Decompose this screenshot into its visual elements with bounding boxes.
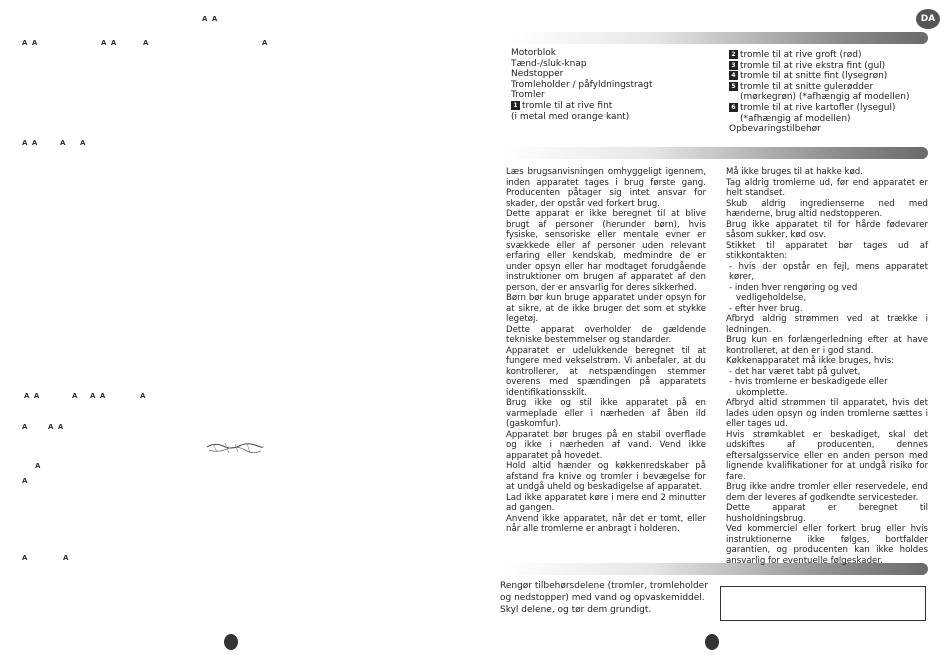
safety-paragraph: Ved kommerciel eller forkert brug eller hvis instruktionerne ikke følges, bortfalder garantien, og producenten kan ikke holdes ansvarlig for eventuelle følgeskader. bbox=[726, 524, 928, 566]
safety-paragraph: Tag aldrig tromlerne ud, før end apparatet er helt standset. bbox=[726, 177, 928, 198]
scribble-graphic bbox=[205, 441, 265, 455]
left-letters-row5: A bbox=[35, 462, 42, 470]
safety-list-item: - efter hver brug. bbox=[729, 303, 803, 314]
safety-list-item: - hvis tromlerne er beskadigede eller bbox=[729, 377, 888, 387]
drum-number-badge: 4 bbox=[729, 71, 738, 80]
part-item: 5 tromle til at snitte gulerødder bbox=[729, 82, 909, 93]
safety-paragraph: Stikket til apparatet bør tages ud af stikkontakten: bbox=[726, 240, 928, 261]
left-letters-row2-c: A bbox=[80, 139, 87, 147]
part-item: Opbevaringstilbehør bbox=[729, 124, 821, 135]
left-letters-row1-b: A A bbox=[101, 39, 118, 47]
left-letters-row2-b: A bbox=[60, 139, 67, 147]
left-letters-row4-b: A A bbox=[48, 423, 65, 431]
safety-paragraph: Afbryd altid strømmen til apparatet, hvis det lades uden opsyn og inden tromlerne sættes i eller tages ud. bbox=[726, 398, 928, 429]
left-letters-row1-a: A A bbox=[22, 39, 39, 47]
safety-paragraph: Apparatet er udelukkende beregnet til at fungere med vekselstrøm. Vi anbefaler, at du kontrollerer, at netspændingen stemmer overens med spændingen på apparatets identifikationsskilt. bbox=[506, 345, 706, 398]
part-item: 1 tromle til at rive fint bbox=[511, 101, 652, 112]
language-badge: DA bbox=[916, 9, 940, 29]
drum-number-badge: 1 bbox=[511, 101, 520, 110]
left-letters-row2-a: A A bbox=[22, 139, 39, 147]
section-bar-safety bbox=[503, 147, 928, 159]
safety-paragraph: Dette apparat er ikke beregnet til at blive brugt af personer (herunder børn), hvis fysiske, sensoriske eller mentale evner er svækkede eller af personer uden relevant erfaring eller kendskab, medmindre de er under opsyn eller har modtaget forudgående instruktioner om brugen af apparatet af den person, der er ansvarlig for deres sikkerhed. bbox=[506, 209, 706, 293]
page-marker-left bbox=[224, 634, 238, 650]
safety-paragraph: Brug ikke og stil ikke apparatet på en varmeplade eller i nærheden af åben ild (gaskomfur). bbox=[506, 398, 706, 429]
safety-list-item: - det har været tabt på gulvet, bbox=[729, 366, 861, 377]
safety-paragraph: Lad ikke apparatet køre i mere end 2 minutter ad gangen. bbox=[506, 492, 706, 513]
part-item: 3 tromle til at rive ekstra fint (gul) bbox=[729, 61, 909, 72]
left-letters-row3-a: A A bbox=[24, 392, 41, 400]
part-item: 2 tromle til at rive groft (rød) bbox=[729, 50, 909, 61]
left-top-letters: A A bbox=[202, 15, 219, 23]
safety-column-2 bbox=[726, 167, 928, 566]
safety-paragraph: Hold altid hænder og køkkenredskaber på afstand fra knive og tromler i bevægelse for at undgå uheld og beskadigelse af apparatet. bbox=[506, 461, 706, 492]
part-item: Tromler bbox=[511, 90, 545, 101]
safety-paragraph: Hvis strømkablet er beskadiget, skal det udskiftes af producenten, dennes eftersalgsservice eller en anden person med lignende kvalifikationer for at undgå risiko for fare. bbox=[726, 429, 928, 482]
part-item: 4 tromle til at snitte fint (lysegrøn) bbox=[729, 71, 909, 82]
part-item: Nedstopper bbox=[511, 69, 564, 80]
safety-list-item: - inden hver rengøring og ved bbox=[729, 282, 858, 293]
left-letters-row7-a: A bbox=[22, 554, 29, 562]
left-letters-row6: A bbox=[22, 477, 29, 485]
safety-paragraph: Dette apparat overholder de gældende tekniske bestemmelser og standarder. bbox=[506, 324, 706, 345]
parts-list-left bbox=[511, 48, 652, 122]
part-item: (i metal med orange kant) bbox=[511, 111, 630, 122]
part-item: Motorblok bbox=[511, 48, 556, 58]
safety-paragraph: Må ikke bruges til at hakke kød. bbox=[726, 167, 863, 177]
drum-number-badge: 6 bbox=[729, 103, 738, 112]
page-marker-right bbox=[705, 634, 719, 650]
left-letters-row4-a: A bbox=[22, 423, 29, 431]
left-letters-row1-c: A bbox=[143, 39, 150, 47]
left-letters-row7-b: A bbox=[63, 554, 70, 562]
safety-list-item: ukomplette. bbox=[736, 387, 788, 398]
safety-paragraph: Læs brugsanvisningen omhyggeligt igennem, inden apparatet tages i brug første gang. Producenten påtager sig intet ansvar for skader, der opstår ved forkert brug. bbox=[506, 167, 706, 209]
safety-column-1 bbox=[506, 167, 706, 535]
safety-paragraph: Brug ikke andre tromler eller reservedele, end dem der leveres af godkendte servicesteder. bbox=[726, 482, 928, 503]
safety-paragraph: Brug kun en forlængerledning efter at have kontrolleret, at den er i god stand. bbox=[726, 335, 928, 356]
drum-number-badge: 5 bbox=[729, 82, 738, 91]
safety-paragraph: Apparatet bør bruges på en stabil overflade og ikke i nærheden af vand. Vend ikke apparatet på hovedet. bbox=[506, 429, 706, 461]
part-item: 6 tromle til at rive kartofler (lysegul) bbox=[729, 103, 909, 114]
cleaning-text: Rengør tilbehørsdelene (tromler, tromleholder og nedstopper) med vand og opvaskemiddel. Skyl delene, og tør dem grundigt. bbox=[500, 581, 708, 615]
note-box bbox=[720, 586, 926, 621]
safety-paragraph: Skub aldrig ingredienserne ned med hænderne, brug altid nedstopperen. bbox=[726, 198, 928, 219]
parts-list-right bbox=[729, 50, 909, 135]
left-letters-row3-c: A A bbox=[90, 392, 107, 400]
part-item: (mørkegrøn) (*afhængig af modellen) bbox=[740, 92, 910, 103]
section-bar-parts bbox=[510, 32, 928, 44]
safety-paragraph: Afbryd aldrig strømmen ved at trække i ledningen. bbox=[726, 314, 928, 335]
safety-list-item: vedligeholdelse, bbox=[736, 293, 807, 303]
safety-paragraph: Børn bør kun bruge apparatet under opsyn for at sikre, at de ikke bruger det som et stykke legetøj. bbox=[506, 293, 706, 324]
safety-paragraph: Dette apparat er beregnet til husholdningsbrug. bbox=[726, 503, 928, 524]
safety-paragraph: Anvend ikke apparatet, når det er tomt, eller når alle tromlerne er anbragt i holderen. bbox=[506, 513, 706, 534]
drum-number-badge: 3 bbox=[729, 61, 738, 70]
safety-list-item: - hvis der opstår en fejl, mens apparatet kører, bbox=[729, 261, 928, 282]
left-letters-row1-d: A bbox=[262, 39, 269, 47]
part-item: (*afhængig af modellen) bbox=[740, 113, 851, 124]
safety-paragraph: Brug ikke apparatet til for hårde fødevarer såsom sukker, kød osv. bbox=[726, 219, 928, 240]
part-item: Tromleholder / påfyldningstragt bbox=[511, 79, 653, 90]
drum-number-badge: 2 bbox=[729, 50, 738, 59]
left-letters-row3-d: A bbox=[140, 392, 147, 400]
safety-paragraph: Køkkenapparatet må ikke bruges, hvis: bbox=[726, 356, 895, 366]
part-item: Tænd-/sluk-knap bbox=[511, 58, 587, 69]
left-letters-row3-b: A bbox=[72, 392, 79, 400]
